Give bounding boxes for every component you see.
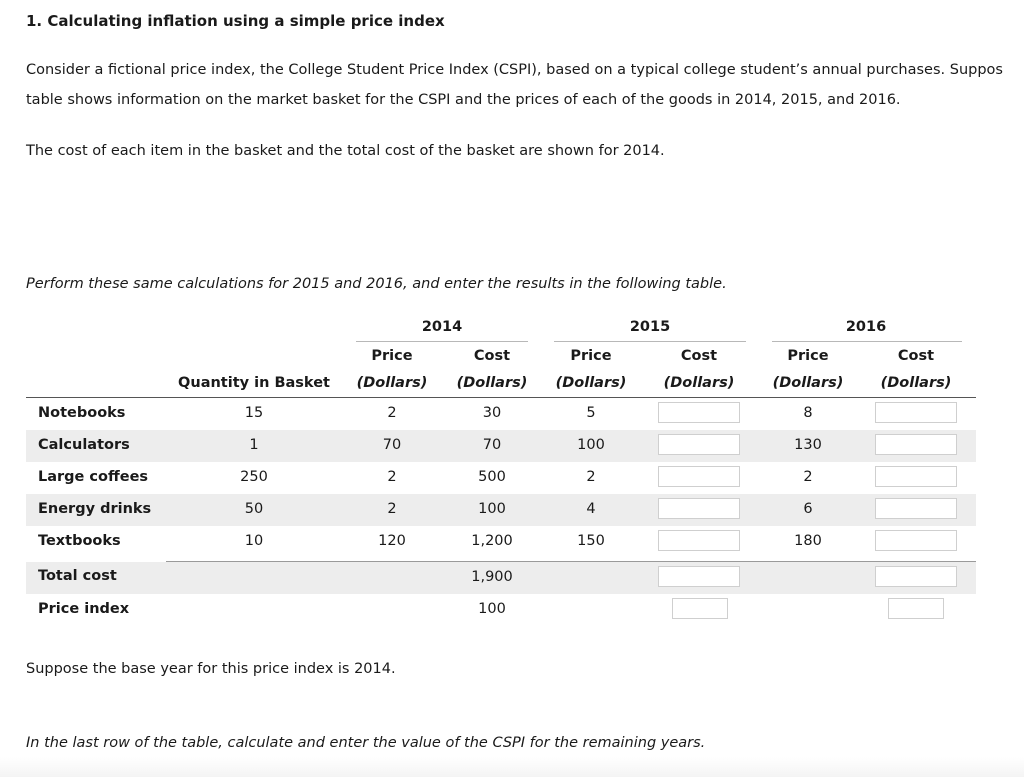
year-2014-rule xyxy=(356,341,528,342)
price-2015-header: Price xyxy=(570,348,612,364)
row-label-total-cost: Total cost xyxy=(38,568,117,584)
row-label-textbooks: Textbooks xyxy=(38,533,121,549)
price-2014-units: (Dollars) xyxy=(356,375,428,391)
qty-calculators: 1 xyxy=(249,437,259,453)
price-2015-large-coffees: 2 xyxy=(586,469,596,485)
price-2016-units: (Dollars) xyxy=(772,375,844,391)
qty-notebooks: 15 xyxy=(244,405,264,421)
row-label-energy-drinks: Energy drinks xyxy=(38,501,152,517)
year-2016-rule xyxy=(772,341,962,342)
header-divider xyxy=(26,397,976,398)
price-index-2015-input[interactable] xyxy=(672,598,728,619)
price-2014-notebooks: 2 xyxy=(387,405,397,421)
cost-2014-energy-drinks: 100 xyxy=(478,501,506,517)
year-2014-header: 2014 xyxy=(421,319,463,335)
price-2016-notebooks: 8 xyxy=(803,405,813,421)
cost-2015-energy-drinks-input[interactable] xyxy=(658,498,740,519)
last-row-note: In the last row of the table, calculate and enter the value of the CSPI for the remaining years. xyxy=(26,735,706,751)
cost-2014-header: Cost xyxy=(473,348,511,364)
price-2014-textbooks: 120 xyxy=(378,533,406,549)
cost-2016-textbooks-input[interactable] xyxy=(875,530,957,551)
price-2014-large-coffees: 2 xyxy=(387,469,397,485)
cspi-table xyxy=(26,314,976,626)
price-2015-notebooks: 5 xyxy=(586,405,596,421)
year-2016-header: 2016 xyxy=(845,319,887,335)
row-label-large-coffees: Large coffees xyxy=(38,469,149,485)
cost-2015-textbooks-input[interactable] xyxy=(658,530,740,551)
cost-2014-large-coffees: 500 xyxy=(478,469,506,485)
row-label-notebooks: Notebooks xyxy=(38,405,126,421)
price-2016-energy-drinks: 6 xyxy=(803,501,813,517)
cost-2014-units: (Dollars) xyxy=(456,375,528,391)
row-label-price-index: Price index xyxy=(38,601,130,617)
cost-2015-large-coffees-input[interactable] xyxy=(658,466,740,487)
quantity-header: Quantity in Basket xyxy=(178,375,330,391)
question-title: 1. Calculating inflation using a simple price index xyxy=(26,12,445,30)
cost-2016-calculators-input[interactable] xyxy=(875,434,957,455)
cost-2014-textbooks: 1,200 xyxy=(471,533,513,549)
price-index-2016-input[interactable] xyxy=(888,598,944,619)
price-2016-large-coffees: 2 xyxy=(803,469,813,485)
price-2015-units: (Dollars) xyxy=(555,375,627,391)
cost-2014-notebooks: 30 xyxy=(482,405,502,421)
total-cost-2015-input[interactable] xyxy=(658,566,740,587)
cost-2016-header: Cost xyxy=(897,348,935,364)
price-2014-header: Price xyxy=(371,348,413,364)
price-2016-calculators: 130 xyxy=(794,437,822,453)
cost-2015-notebooks-input[interactable] xyxy=(658,402,740,423)
bottom-fade xyxy=(0,757,1024,777)
price-2014-energy-drinks: 2 xyxy=(387,501,397,517)
cost-2016-large-coffees-input[interactable] xyxy=(875,466,957,487)
total-cost-2014: 1,900 xyxy=(471,569,513,585)
year-2015-rule xyxy=(554,341,746,342)
price-2014-calculators: 70 xyxy=(382,437,402,453)
row-label-calculators: Calculators xyxy=(38,437,130,453)
base-year-note: Suppose the base year for this price index is 2014. xyxy=(26,661,396,677)
qty-large-coffees: 250 xyxy=(240,469,268,485)
instruction-text: Perform these same calculations for 2015 and 2016, and enter the results in the following table. xyxy=(26,276,727,292)
intro-line-2: table shows information on the market basket for the CSPI and the prices of each of the goods in 2014, 2015, and 2016. xyxy=(26,92,901,108)
cost-2015-units: (Dollars) xyxy=(663,375,735,391)
cost-2015-calculators-input[interactable] xyxy=(658,434,740,455)
price-2015-textbooks: 150 xyxy=(577,533,605,549)
price-index-2014: 100 xyxy=(478,601,506,617)
price-2016-header: Price xyxy=(787,348,829,364)
qty-textbooks: 10 xyxy=(244,533,264,549)
intro-line-1: Consider a fictional price index, the College Student Price Index (CSPI), based on a typical college student’s annual purchases. Suppos xyxy=(26,62,1003,78)
year-2015-header: 2015 xyxy=(629,319,671,335)
price-2015-calculators: 100 xyxy=(577,437,605,453)
price-2016-textbooks: 180 xyxy=(794,533,822,549)
cost-2015-header: Cost xyxy=(680,348,718,364)
cost-2014-calculators: 70 xyxy=(482,437,502,453)
total-divider xyxy=(166,561,976,562)
qty-energy-drinks: 50 xyxy=(244,501,264,517)
total-cost-2016-input[interactable] xyxy=(875,566,957,587)
cost-2016-energy-drinks-input[interactable] xyxy=(875,498,957,519)
cost-note: The cost of each item in the basket and the total cost of the basket are shown for 2014. xyxy=(26,143,665,159)
price-2015-energy-drinks: 4 xyxy=(586,501,596,517)
cost-2016-notebooks-input[interactable] xyxy=(875,402,957,423)
cost-2016-units: (Dollars) xyxy=(880,375,952,391)
